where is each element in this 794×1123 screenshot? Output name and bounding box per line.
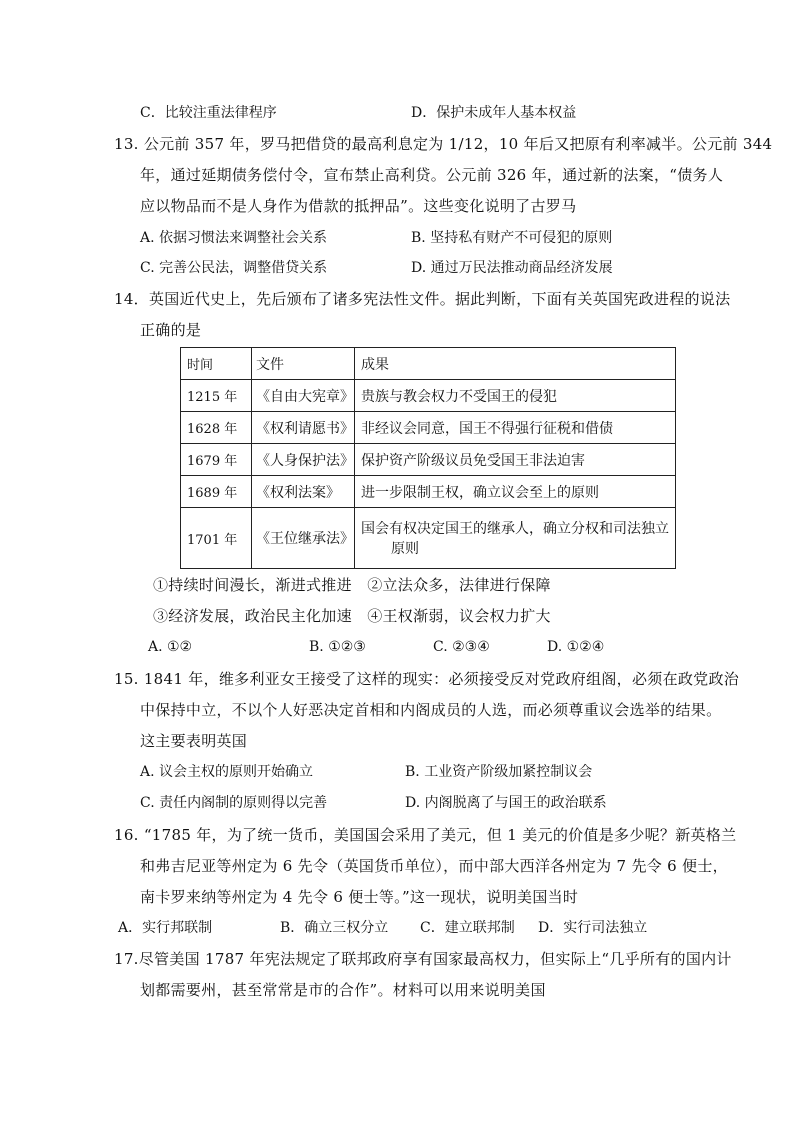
- table-cell-document: 《人身保护法》: [252, 444, 355, 476]
- q14-option-a: A. ①②: [148, 639, 193, 655]
- q13-option-d: D. 通过万民法推动商品经济发展: [411, 260, 613, 276]
- table-cell-result: 非经议会同意，国王不得强行征税和借债: [355, 412, 676, 444]
- q16-option-b: B．确立三权分立: [280, 920, 389, 936]
- table-row: [181, 508, 676, 569]
- constitutional-documents-table: [180, 347, 676, 569]
- table-cell-time: 1689 年: [181, 476, 252, 508]
- q16-option-d: D．实行司法独立: [538, 920, 648, 936]
- table-cell-document: 《权利法案》: [252, 476, 355, 508]
- q17-stem-line-1: 17.尽管美国 1787 年宪法规定了联邦政府享有国家最高权力，但实际上“几乎所有的国内计: [114, 950, 732, 968]
- table-header-time: 时间: [181, 348, 252, 380]
- table-cell-result-line-1: 国会有权决定国王的继承人，确立分权和司法独立: [361, 521, 669, 537]
- table-cell-result: 贵族与教会权力不受国王的侵犯: [355, 380, 676, 412]
- table-cell-time: 1215 年: [181, 380, 252, 412]
- q15-stem-line-2: 中保持中立，不以个人好恶决定首相和内阁成员的人选，而必须尊重议会选举的结果。: [140, 701, 722, 719]
- q13-stem-line-2: 年，通过延期债务偿付令，宣布禁止高利贷。公元前 326 年，通过新的法案，“债务人: [140, 166, 724, 184]
- q15-option-b: B. 工业资产阶级加紧控制议会: [405, 764, 593, 780]
- table-header-row: [181, 348, 676, 380]
- q13-stem-line-1: 13. 公元前 357 年，罗马把借贷的最高利息定为 1/12，10 年后又把原有利率减半。公元前 344: [114, 135, 773, 153]
- table-cell-document: 《自由大宪章》: [252, 380, 355, 412]
- q14-statements-line-2: ③经济发展，政治民主化加速 ④王权渐弱，议会权力扩大: [153, 607, 551, 625]
- table-cell-result: 进一步限制王权，确立议会至上的原则: [355, 476, 676, 508]
- q13-option-a: A. 依据习惯法来调整社会关系: [140, 230, 328, 246]
- q12-option-c: C．比较注重法律程序: [140, 105, 277, 121]
- table-cell-result: [355, 508, 676, 569]
- q15-option-d: D. 内阁脱离了与国王的政治联系: [405, 795, 607, 811]
- q17-stem-line-2: 划都需要州，甚至常常是市的合作”。材料可以用来说明美国: [140, 981, 546, 999]
- table-cell-time: 1628 年: [181, 412, 252, 444]
- table-cell-time: 1679 年: [181, 444, 252, 476]
- q13-option-b: B. 坚持私有财产不可侵犯的原则: [411, 230, 613, 246]
- q13-stem-line-3: 应以物品而不是人身作为借款的抵押品”。这些变化说明了古罗马: [140, 197, 577, 215]
- table-cell-document: 《王位继承法》: [252, 508, 355, 569]
- q15-stem-line-3: 这主要表明英国: [140, 732, 248, 750]
- q16-option-a: A．实行邦联制: [118, 920, 213, 936]
- table-row: [181, 380, 676, 412]
- table-row: [181, 476, 676, 508]
- q13-option-c: C. 完善公民法，调整借贷关系: [140, 260, 328, 276]
- q14-option-c: C. ②③④: [433, 639, 490, 655]
- table-row: [181, 412, 676, 444]
- q16-stem-line-1: 16. “1785 年，为了统一货币，美国国会采用了美元，但 1 美元的价值是多少呢？新英格兰: [114, 826, 737, 844]
- q15-stem-line-1: 15. 1841 年，维多利亚女王接受了这样的现实：必须接受反对党政府组阁，必须在政党政治: [114, 670, 740, 688]
- q15-option-c: C. 责任内阁制的原则得以完善: [140, 795, 328, 811]
- table-cell-document: 《权利请愿书》: [252, 412, 355, 444]
- table-header-result: 成果: [355, 348, 676, 380]
- q14-stem-line-2: 正确的是: [140, 321, 202, 339]
- table-row: [181, 444, 676, 476]
- q14-option-b: B. ①②③: [309, 639, 366, 655]
- q16-option-c: C．建立联邦制: [420, 920, 515, 936]
- table-cell-result-line-2: 原则: [391, 541, 419, 557]
- q15-option-a: A. 议会主权的原则开始确立: [140, 764, 314, 780]
- q12-option-d: D．保护未成年人基本权益: [411, 105, 577, 121]
- q16-stem-line-2: 和弗吉尼亚等州定为 6 先令（英国货币单位），而中部大西洋各州定为 7 先令 6 便士，: [140, 857, 728, 875]
- table-cell-time: 1701 年: [181, 508, 252, 569]
- q14-option-d: D. ①②④: [547, 639, 605, 655]
- q14-statements-line-1: ①持续时间漫长，渐进式推进 ②立法众多，法律进行保障: [153, 576, 551, 594]
- table-header-document: 文件: [252, 348, 355, 380]
- table-cell-result: 保护资产阶级议员免受国王非法迫害: [355, 444, 676, 476]
- q14-stem-line-1: 14．英国近代史上，先后颁布了诸多宪法性文件。据此判断，下面有关英国宪政进程的说法: [114, 290, 731, 308]
- q16-stem-line-3: 南卡罗来纳等州定为 4 先令 6 便士等。”这一现状，说明美国当时: [140, 888, 579, 906]
